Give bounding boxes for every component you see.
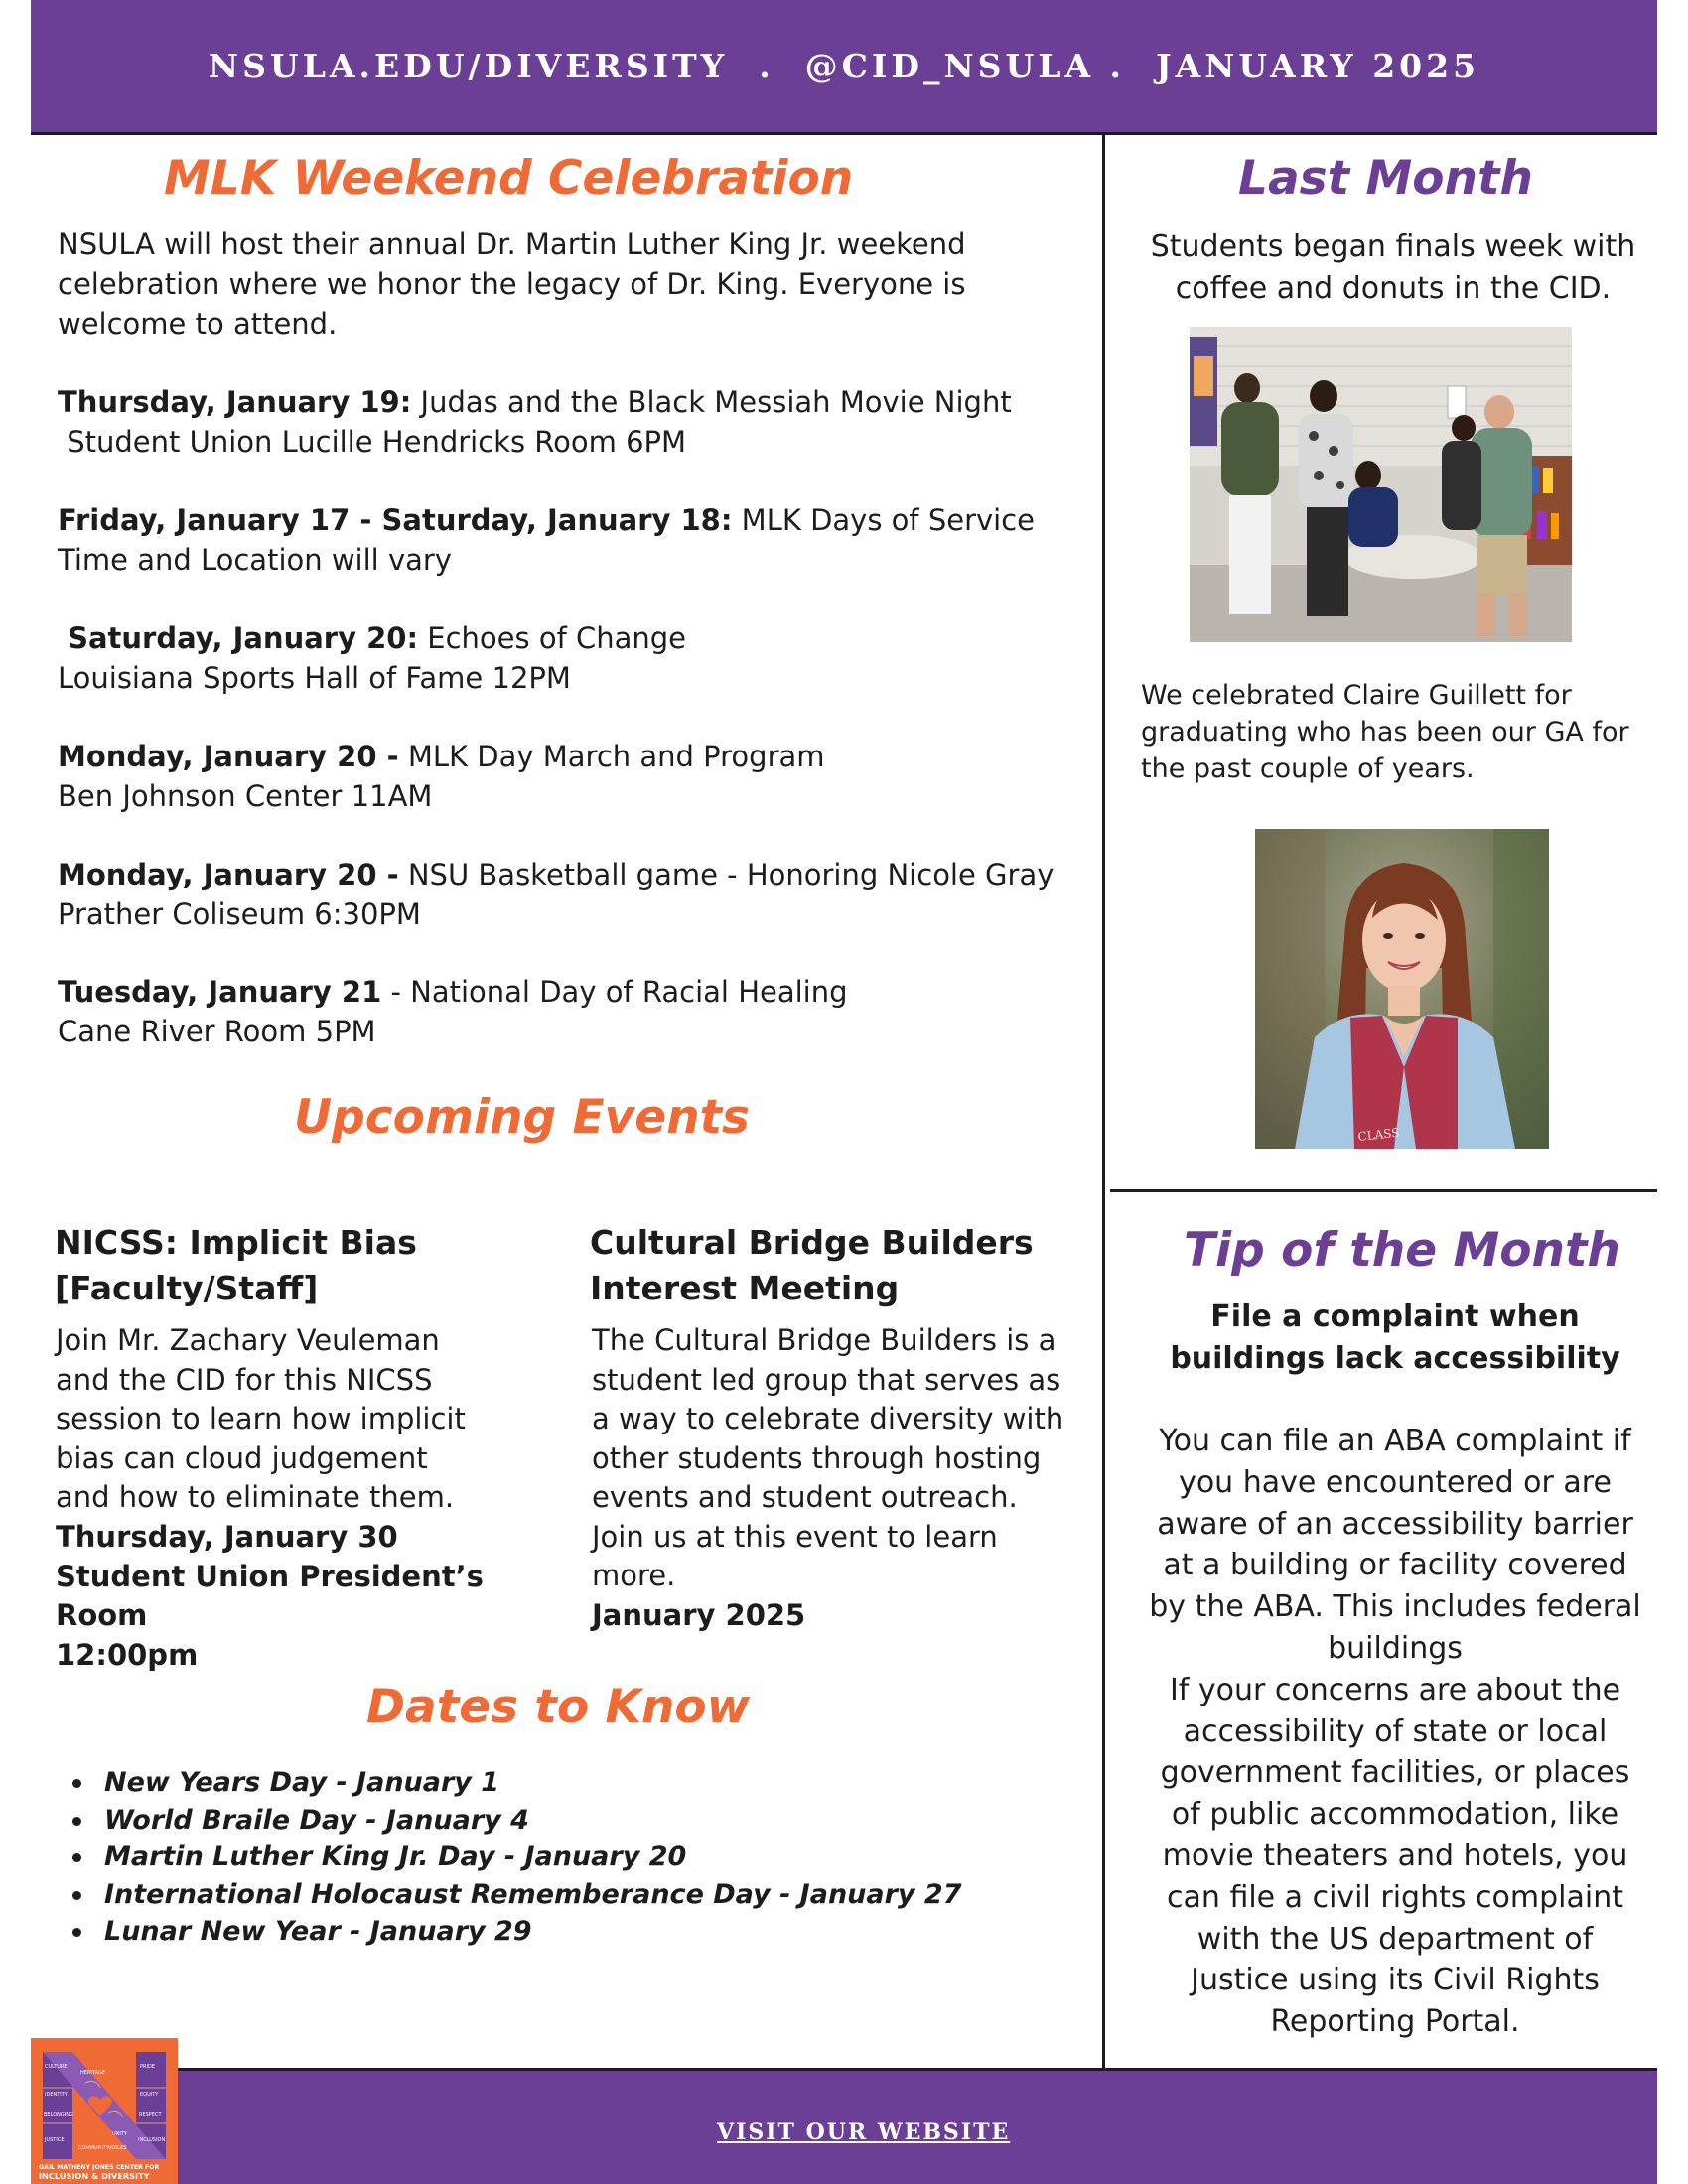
last-month-heading: Last Month: [1238, 151, 1533, 205]
mlk-intro: [58, 224, 1090, 343]
grad-line: the past couple of years.: [1141, 753, 1475, 784]
event-date: Thursday, January 19:: [58, 385, 412, 419]
mlk-event: [58, 618, 1090, 698]
event-date: Monday, January 20 -: [58, 740, 399, 773]
banner-text: NSULA.EDU/DIVERSITY . @CID_NSULA . JANUARY 2025: [208, 47, 1480, 85]
mlk-intro-line: welcome to attend.: [58, 307, 338, 341]
tip-body: [1112, 1421, 1678, 2043]
event-detail: Cane River Room 5PM: [58, 1015, 376, 1048]
event-date: Tuesday, January 21: [58, 975, 382, 1009]
tip-body-line: by the ABA. This includes federal: [1149, 1589, 1641, 1625]
event-date: Saturday, January 20:: [58, 621, 419, 655]
cbb-body-line: The Cultural Bridge Builders is a: [592, 1323, 1056, 1357]
date-item: International Holocaust Rememberance Day - January 27: [70, 1876, 962, 1914]
grad-line: graduating who has been our GA for: [1141, 717, 1629, 748]
cbb-title-line: Interest Meeting: [590, 1269, 900, 1307]
logo-word: HERITAGE: [80, 2070, 105, 2076]
tip-subhead-line: File a complaint when: [1210, 1299, 1580, 1334]
logo-word: UNITY: [112, 2131, 127, 2137]
event-date: Friday, January 17 - Saturday, January 18:: [58, 503, 733, 537]
tip-body-line: of public accommodation, like: [1171, 1797, 1619, 1833]
logo-text-line: GAIL MATHENY JONES CENTER FOR: [39, 2164, 160, 2171]
event-detail: Prather Coliseum 6:30PM: [58, 897, 421, 931]
cbb-body-line: events and student outreach.: [592, 1480, 1018, 1514]
logo-text-line: INCLUSION & DIVERSITY: [39, 2171, 150, 2181]
tip-body-line: movie theaters and hotels, you: [1162, 1838, 1628, 1873]
tip-body-line: Reporting Portal.: [1270, 2004, 1520, 2040]
nicss-when: [56, 1518, 552, 1675]
cbb-title-line: Cultural Bridge Builders: [590, 1223, 1034, 1262]
date-item: Lunar New Year - January 29: [70, 1913, 962, 1951]
mlk-event: [58, 500, 1090, 580]
logo-word: INCLUSION: [138, 2137, 166, 2143]
nicss-body-line: and the CID for this NICSS: [56, 1362, 433, 1397]
mlk-intro-line: celebration where we honor the legacy of Dr. King. Everyone is: [58, 267, 966, 301]
event-title: NSU Basketball game - Honoring Nicole Gray: [398, 858, 1055, 891]
logo-word: VOICES: [108, 2145, 127, 2151]
dates-heading: Dates to Know: [366, 1680, 751, 1734]
column-divider: [1102, 132, 1105, 2068]
nicss-body-line: session to learn how implicit: [56, 1402, 466, 1435]
event-date: Monday, January 20 -: [58, 858, 399, 891]
tip-body-line: can file a civil rights complaint: [1167, 1879, 1623, 1915]
cbb-body-line: Join us at this event to learn: [592, 1519, 998, 1554]
dates-list: [70, 1764, 962, 1951]
mlk-intro-line: NSULA will host their annual Dr. Martin Luther King Jr. weekend: [58, 227, 966, 261]
date-item: New Years Day - January 1: [70, 1764, 962, 1802]
tip-body-line: Justice using its Civil Rights: [1191, 1963, 1600, 1998]
event-title: Echoes of Change: [418, 621, 687, 655]
event-title: - National Day of Racial Healing: [381, 975, 848, 1009]
date-item: Martin Luther King Jr. Day - January 20: [70, 1839, 962, 1876]
logo-word: BELONGING: [44, 2112, 73, 2117]
event-title: Judas and the Black Messiah Movie Night: [411, 385, 1012, 419]
event-title: MLK Days of Service: [732, 503, 1036, 537]
cbb-body-line: more.: [592, 1559, 676, 1592]
cbb-body-line: a way to celebrate diversity with: [592, 1402, 1064, 1435]
nicss-when-line: Student Union President’s: [56, 1559, 484, 1593]
logo-word: RESPECT: [139, 2112, 162, 2117]
last-month-caption: [1122, 226, 1664, 310]
tip-subhead-line: buildings lack accessibility: [1170, 1341, 1620, 1376]
cbb-when: January 2025: [592, 1598, 806, 1632]
grad-line: We celebrated Claire Guillett for: [1141, 680, 1572, 711]
mlk-event: [58, 382, 1090, 462]
logo-word: JUSTICE: [45, 2137, 65, 2143]
upcoming-heading: Upcoming Events: [294, 1090, 751, 1145]
logo-word: IDENTITY: [45, 2092, 68, 2098]
event-detail: Student Union Lucille Hendricks Room 6PM: [58, 425, 687, 459]
nicss-body-line: Join Mr. Zachary Veuleman: [56, 1323, 440, 1357]
caption-line: Students began finals week with: [1150, 229, 1636, 264]
nicss-when-line: 12:00pm: [56, 1637, 199, 1672]
nicss-when-line: Room: [56, 1598, 148, 1632]
logo-word: PRIDE: [140, 2064, 155, 2070]
tip-heading: Tip of the Month: [1184, 1223, 1620, 1278]
stole-text: CLASS: [1356, 1125, 1401, 1144]
event-detail: Time and Location will vary: [58, 543, 452, 577]
tip-body-line: aware of an accessibility barrier: [1157, 1506, 1633, 1542]
cid-logo: [31, 2038, 178, 2184]
mlk-event: [58, 737, 1090, 816]
logo-word: EQUITY: [140, 2092, 159, 2098]
right-column-divider: [1110, 1189, 1657, 1192]
cbb-body-line: student led group that serves as: [592, 1362, 1061, 1397]
event-title: MLK Day March and Program: [398, 740, 825, 773]
cbb-title: [590, 1220, 1086, 1311]
nicss-body-line: bias can cloud judgement: [56, 1440, 428, 1475]
tip-body-line: If your concerns are about the: [1169, 1672, 1621, 1707]
graduate-photo: [1255, 829, 1549, 1149]
mlk-event: [58, 855, 1090, 934]
tip-body-line: buildings: [1328, 1630, 1463, 1666]
logo-word: COMMUNITY: [78, 2145, 110, 2151]
nicss-title-line: [Faculty/Staff]: [55, 1269, 319, 1307]
tip-body-line: accessibility of state or local: [1183, 1713, 1608, 1749]
nicss-title: [55, 1220, 551, 1311]
mlk-event: [58, 972, 1090, 1051]
visit-website-link[interactable]: VISIT OUR WEBSITE: [717, 2119, 1011, 2145]
students-photo: [1190, 327, 1572, 642]
cbb-body: [592, 1321, 1098, 1596]
top-banner: [31, 0, 1657, 132]
grad-caption: [1141, 677, 1667, 787]
event-detail: Ben Johnson Center 11AM: [58, 779, 433, 813]
tip-body-line: with the US department of: [1196, 1921, 1594, 1957]
tip-body-line: you have encountered or are: [1179, 1464, 1612, 1500]
caption-line: coffee and donuts in the CID.: [1175, 271, 1612, 306]
mlk-heading: MLK Weekend Celebration: [164, 151, 854, 205]
nicss-body-line: and how to eliminate them.: [56, 1480, 455, 1514]
logo-word: CULTURE: [45, 2064, 68, 2070]
date-item: World Braile Day - January 4: [70, 1802, 962, 1840]
cbb-body-line: other students through hosting: [592, 1440, 1042, 1475]
nicss-body: [56, 1321, 552, 1518]
tip-subhead: [1112, 1297, 1678, 1380]
event-detail: Louisiana Sports Hall of Fame 12PM: [58, 661, 571, 695]
top-rule: [31, 132, 1657, 135]
nicss-title-line: NICSS: Implicit Bias: [55, 1223, 417, 1262]
nicss-when-line: Thursday, January 30: [56, 1520, 398, 1554]
tip-body-line: at a building or facility covered: [1163, 1548, 1627, 1583]
tip-body-line: government facilities, or places: [1160, 1755, 1630, 1791]
tip-body-line: You can file an ABA complaint if: [1159, 1424, 1631, 1458]
